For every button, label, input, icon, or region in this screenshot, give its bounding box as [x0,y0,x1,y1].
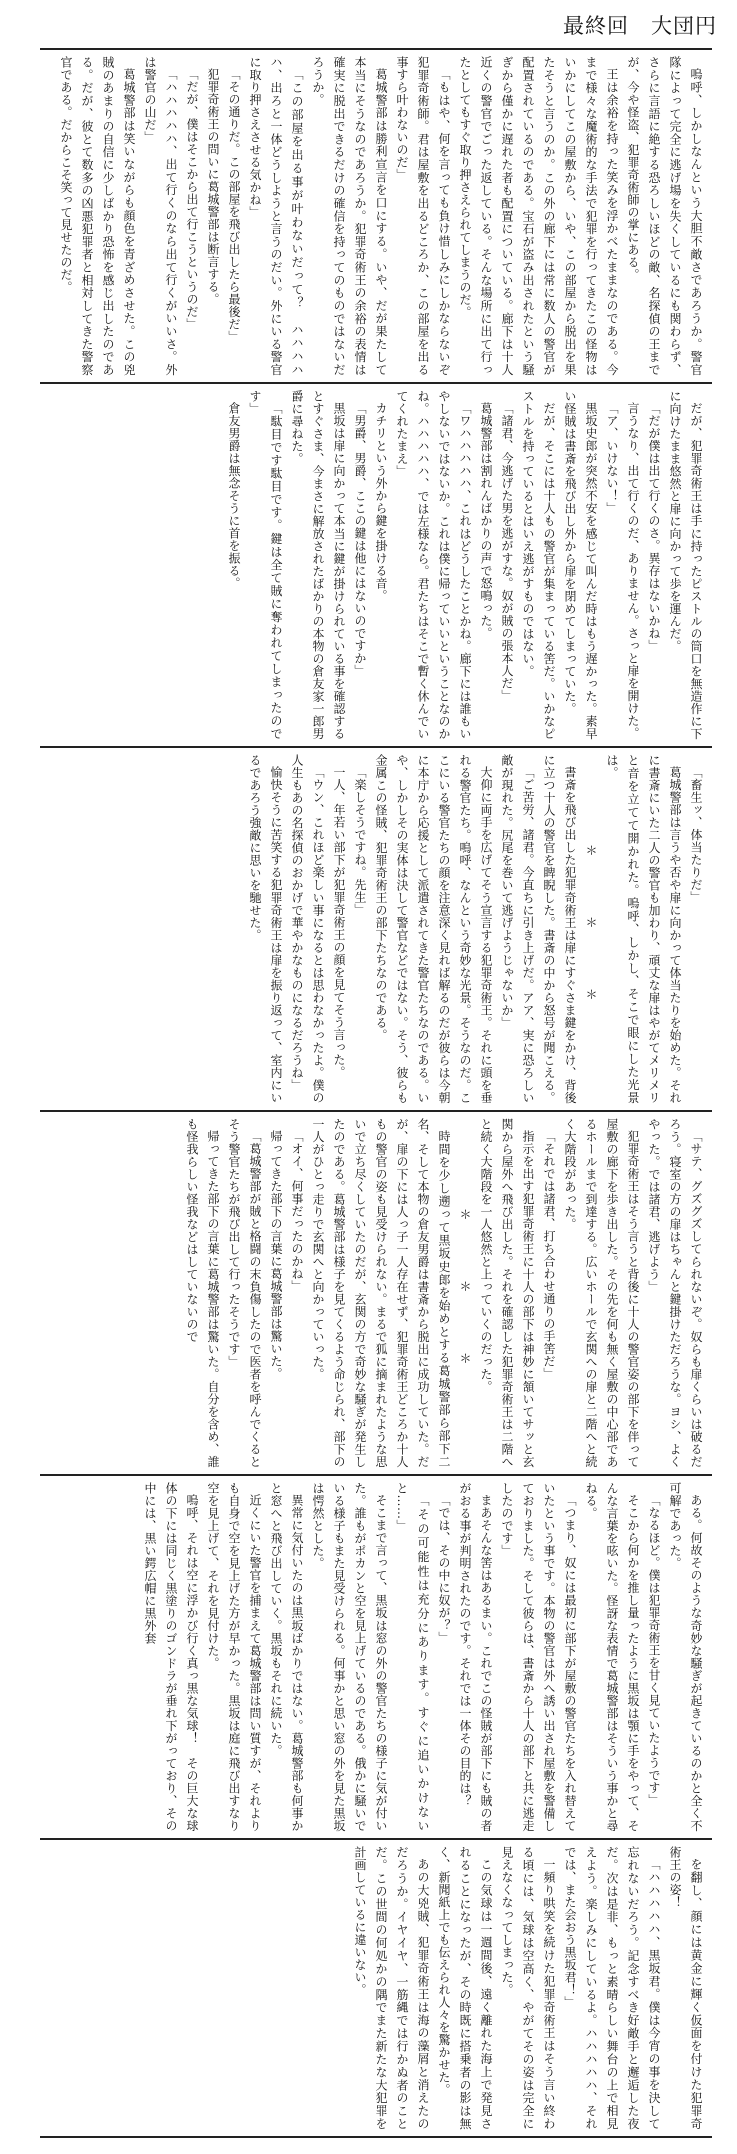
paragraph: 愉快そうに苦笑する犯罪奇術王は扉を振り返って、室内にいるであろう強敵に思いを馳せた。 [248,754,283,1104]
paragraph: 「なるほど。僕は犯罪奇術王を甘く見ていたようです」 [647,1494,661,1807]
paragraph: 倉友男爵は無念そうに首を振る。 [227,402,241,590]
paragraph: 書斎を飛び出した犯罪奇術王は扉にすぐさま鍵をかけ、背後に立つ十人の警官を睥睨した。書斎の中から怒号が聞こえる。 [542,754,577,1104]
paragraph: そこまで言って、黒坂は窓の外の警官たちの様子に気が付いた。誰もがポカンと空を見上げているのである。俄かに騒いでいる様子もまた見受けられる。何事かと思い窓の外を見た黒坂は愕然とした。 [311,1482,388,1832]
paragraph: 葛城警部は言うや否や扉に向かって体当たりを始めた。それに書斎にいた二人の警官も加わり、頑丈な扉はやがてメリメリと音を立てて開かれた。嗚呼、しかし、そこで眼にした光景は。 [605,754,682,1104]
paragraph: 葛城警部は笑いながらも顔色を青ざめさせた。この兇賊のあまりの自信に少しばかり恐怖を感じ出したのである。だが、彼とて数多の凶悪犯罪者と相対してきた警察官である。だからこそ笑って見せたのだ。 [59,56,136,376]
novel-page [40,48,712,2138]
paragraph: 犯罪奇術王はそう言うと背後に十人の警官姿の部下を伴って屋敷の廊下を歩き出した。その先を何も無く屋敷の中心部であるホールまで到達する。広いホールで玄関への扉と二階へと続く大階段があった。 [563,1118,640,1468]
paragraph: 「葛城警部が賊と格闘の末負傷したので医者を呼んでくるとそう警官たちが飛び出して行ったそうです」 [227,1118,262,1468]
paragraph: 近くにいた警官を捕まえて葛城警部は問い質すが、それよりも自身で空を見上げた方が早かった。黒坂は庭に飛び出すなり空を見上げて、それを見付けた。 [206,1482,262,1832]
paragraph: カチリという外から鍵を掛ける音。 [374,402,388,602]
paragraph: 大仰に両手を広げてそう宣言する犯罪奇術王。それに頭を垂れる警官たち。嗚呼、なんという奇妙な光景。そうなのだ。ここにいる警官たちの顔を注意深く見れば解るのだが彼らは今朝に本庁から応援として派遣されてきた警官たちなのである。いや、しかしその実体は決して警官などではない。そう、彼らも金属この怪賊、犯罪奇術王の部下たちなのである。 [374,754,493,1104]
paragraph: 「ハハハハハ、黒坂君。僕は今宵の事を決して忘れないだろう。記念すべき好敵手と邂逅した夜だ。次は是非、もっと素晴らしい舞台の上で相見えよう。楽しみにしているよ。ハハハハハ、それでは、また会おう黒坂君！」 [563,1846,661,2130]
paragraph: 葛城警部は勝利宣言を口にする。いや、だが果たして本当にそうなのであろうか。犯罪奇術王の余裕の表情は確実に脱出できるだけの確信を持ってのものではないだろうか。 [311,56,388,376]
paragraph: 「ア、いけない！」 [605,402,619,515]
paragraph: 「男爵、男爵、ここの鍵は他にはないのですか」 [353,402,367,677]
paragraph: 王は余裕を持った笑みを浮かべたままなのである。今まで様々な魔術的な手法で犯罪を行ってきたこの怪物はいかにしてこの屋敷から、いや、この部屋から脱出を果たそうと言うのか。この外の廊下には常に数人の警官が配置されているのである。宝石が盗み出されたという騒ぎから僅かに遅れた者も配置についている。廊下は十人近くの警官でごった返している。そんな場所に出て行ったとしてもすぐ取り押さえられてしまうのだ。 [458,56,619,376]
paragraph: 「サテ、グズグズしてられないぞ。奴らも扉くらいは破るだろう。寝室の方の扉はちゃんと鍵掛けただろうな。ヨシ、よくやった。では諸君、逃げよう」 [647,1118,703,1468]
paragraph: あの大兇賊、犯罪奇術王は海の藻屑と消えたのだろうか。イヤイヤ、一筋縄では行かぬ者のことだ。この世間の何処かの隅でまた新たな大犯罪を計画しているに違いない。 [353,1846,430,2130]
paragraph: 「その可能性は充分にあります。すぐに追いかけないと……」 [395,1482,430,1832]
paragraph: 「だが、僕はそこから出て行こうというのだ」 [185,68,199,331]
paragraph: 嗚呼、それは空に浮かび行く真っ黒な気球！ その巨大な球体の下には同じく黒塗りのゴンドラが垂れ下がっており、その中には、黒い鍔広帽に黒外套 [143,1482,199,1832]
vertical-text-block [46,1846,706,2130]
paragraph: 「つまり、奴には最初に部下が屋敷の警官たちを入れ替えていたという事です。本物の警官は外へ誘い出され屋敷を警備しておりました。そして彼らは、書斎から十人の部下と共に逃走したのです」 [500,1482,577,1832]
paragraph: 「この部屋を出る事が叶わないだって？ ハハハハハ、出ろと一体どうしようと言うのだい。外にいる警官に取り押さえさせる気かね」 [248,56,304,376]
paragraph: 時間を少し遡って黒坂史郎を始めとする葛城警部ら部下二名、そして本物の倉友男爵は書斎から脱出に成功していた。だが、扉の下には人っ子一人存在せず、犯罪奇術王どころか十人もの警官の姿も見受けられない。まるで狐に摘まれたような思いで立ち尽くしていたのだが、玄関の方で奇妙な騒ぎが発生したのである。葛城警部は様子を見てくるよう命じられ、部下の一人がひとっ走りで玄関へと向かっていった。 [311,1118,451,1468]
paragraph: 帰ってきた部下の言葉に葛城警部は驚いた。自分を含め、誰も怪我らしい怪我などはしていないので [185,1118,220,1468]
vertical-text-block [46,1482,706,1832]
paragraph: 「だが僕は出て行くのさ。異存はないかね」 [647,402,661,652]
paragraph: 異常に気付いたのは黒坂ばかりではない。葛城警部も何事かと窓へと飛び出していく。黒坂もそれに続いた。 [269,1482,304,1832]
paragraph: 葛城警部は割れんばかりの声で怒鳴った。 [479,402,493,640]
paragraph: 「それでは諸君、打ち合わせ通りの手筈だ」 [542,1130,556,1380]
paragraph: 言うなり、出て行くのだ、ありません。さっと扉を開けた。 [626,402,640,740]
paragraph: 「諸君、今逃げた男を逃がすな。奴が賊の張本人だ」 [500,402,514,702]
text-band-6 [40,1840,712,2136]
paragraph: 「ウン、これほど楽しい事になるとは思わなかったよ。僕の人生もあの名探偵のおかげで華やかなものになるだろうね」 [290,754,325,1104]
chapter-title: 最終回 大団円 [563,14,717,38]
text-band-4 [40,1112,712,1474]
paragraph: そこから何かを推し量ったように黒坂は顎に手をやって、そんな言葉を呟いた。怪訝な表情で葛城警部はそういう事かと尋ねる。 [584,1482,640,1832]
paragraph: まあそんな筈はあるまい。これでこの怪賊が部下にも賊の者がおる事が判明されたのです。それでは一体その目的は？ [458,1482,493,1832]
paragraph: 一人、年若い部下が犯罪奇術王の顔を見てそう言った。 [332,766,346,1079]
vertical-text-block [46,1118,706,1468]
vertical-text-block [46,56,706,376]
paragraph: ある。何故そのような奇妙な騒ぎが起きているのかと全く不可解であった。 [668,1482,703,1832]
text-band-3 [40,748,712,1110]
paragraph: 一頻り哄笑を続けた犯罪奇術王はそう言い終わる頃には、気球は空高く、やがてその姿は完全に見えなくなってしまった。 [500,1846,556,2130]
paragraph: 帰ってきた部下の言葉に葛城警部は驚いた。 [269,1130,283,1380]
paragraph: を翻し、顔には黄金に輝く仮面を付けた犯罪奇術王の姿！ [668,1846,703,2130]
paragraph: 「もはや、何を言っても負け惜しみにしかならないぞ犯罪奇術師。君は屋敷を出るどころか、この部屋を出る事すら叶わないのだ」 [395,56,451,376]
paragraph: だが、犯罪奇術王は手に持ったピストルの筒口を無造作に下に向けたまま悠然と扉に向かって歩を運んだ。 [668,390,703,740]
paragraph: 「その通りだ。この部屋を飛び出したら最後だ」 [227,68,241,343]
text-band-5 [40,1476,712,1838]
page-header [0,0,737,46]
scene-break-asterisks: ＊ ＊ ＊ [458,1208,472,1388]
paragraph: 「オイ、何事だったのかね」 [290,1130,304,1293]
vertical-text-block [46,754,706,1104]
paragraph: 「ご苦労、諸君。今直ちに引き上げだ。アア、実に恐ろしい敵が現れた。尻尾を巻いて逃げようじゃないか」 [500,754,535,1104]
paragraph: 黒坂史郎が突然不安を感じて叫んだ時はもう遅かった。素早い怪賊は書斎を飛び出し外から扉を閉めてしまっていた。 [563,390,598,740]
paragraph: 「駄目です駄目です。鍵は全て賊に奪われてしまったのです」 [248,390,283,740]
vertical-text-block [46,390,706,740]
text-band-1 [40,50,712,382]
paragraph: 「畜生ッ、体当たりだ」 [689,766,703,904]
divider-rule [40,2136,712,2138]
scene-break-asterisks: ＊ ＊ ＊ [584,844,598,1024]
paragraph: 「では、その中に奴が？」 [437,1494,451,1644]
paragraph: 犯罪奇術王の問いに葛城警部は断言する。 [206,68,220,306]
paragraph: 「楽しそうですね。先生」 [353,766,367,916]
paragraph: 「ワハハハハハ、これはどうしたことかね。廊下には誰もいやしないではないか。これは僕に帰っていいということなのかね。ハハハハハ、では左様なら。君たちはそこで暫く休んでいてくれたまえ」 [395,390,472,740]
paragraph: 「ハハハハハ、出て行くのなら出て行くがいいさ。外は警官の山だ」 [143,56,178,376]
paragraph: だが、そこには十人もの警官が集まっている筈だ。いかなピストルを持っているとはいえ逃がすものではない。 [521,390,556,740]
paragraph: 指示を出す犯罪奇術王に十人の部下は神妙に頷いてサッと玄関から屋外へ飛び出した。それを確認した犯罪奇術王は二階へと続く大階段を一人悠然と上っていくのだった。 [479,1118,535,1468]
paragraph: この気球は一週間後、遠く離れた海上で発見されることになったが、その時既に搭乗者の影は無く、新聞紙上でも伝えられ人々を驚かせた。 [437,1846,493,2130]
text-band-2 [40,384,712,746]
paragraph: 嗚呼、しかしなんという大胆不敵さであろうか。警官隊によって完全に逃げ場を失くしているにも関わらず、さらに言語に絶する恐ろしいほどの敵、名探偵の王までが、今や怪盗、犯罪奇術師の掌にある。 [626,56,703,376]
paragraph: 黒坂は扉に向かって本当に鍵が掛けられている事を確認するとすぐさま、今まさに解放されたばかりの本物の倉友家一郎男爵に尋ねた。 [290,390,346,740]
